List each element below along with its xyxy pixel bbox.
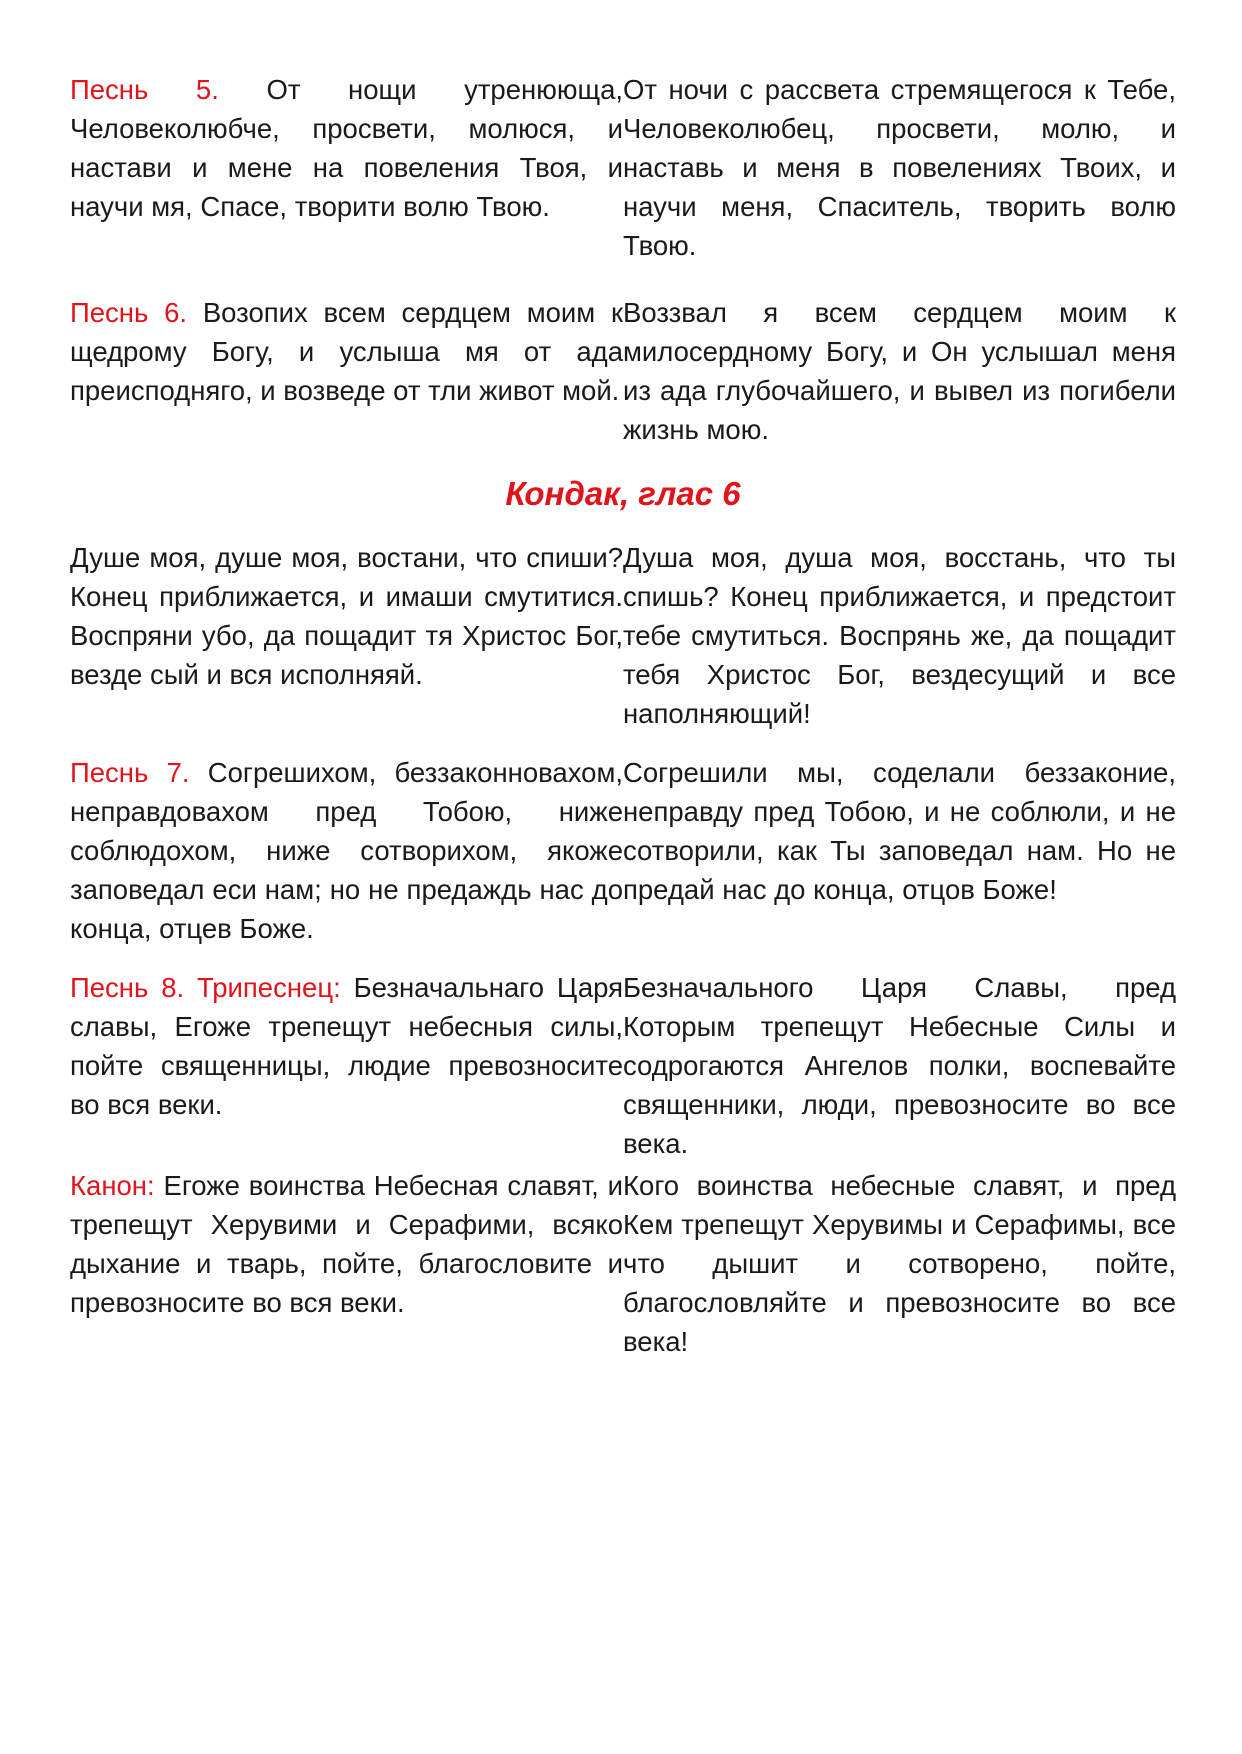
section-label: Песнь 5. <box>70 74 219 105</box>
section-text: От нощи утренююща, Человеколюбче, просвети, молюся, и настави и мене на повеления Твоя, и научи мя, Спасе, творити волю Твою. <box>70 74 624 222</box>
section-canon <box>70 1166 1176 1361</box>
section-text: Согрешихом, беззаконновахом, неправдовахом пред Тобою, ниже соблюдохом, ниже сотворихом, якоже заповедал еси нам; но не предаждь нас до конца, отцев Боже. <box>70 757 624 944</box>
section-text: Егоже воинства Небесная славят, и трепещут Херувими и Серафими, всяко дыхание и тварь, пойте, благословите и превозносите во вся веки. <box>70 1170 624 1318</box>
section-song-5 <box>70 70 1176 265</box>
russian-translation: Безначального Царя Славы, пред Которым трепещут Небесные Силы и содрогаются Ангелов полки, воспевайте священники, люди, превозносите во все века. <box>623 972 1176 1159</box>
church-slavonic-text <box>70 293 623 449</box>
church-slavonic-text <box>70 968 623 1163</box>
kontakion-heading: Кондак, глас 6 <box>505 475 741 512</box>
section-song-8 <box>70 968 1176 1163</box>
section-kontakion <box>70 538 1176 733</box>
church-slavonic-text <box>70 753 623 948</box>
section-label: Песнь 8. Трипеснец: <box>70 972 341 1003</box>
russian-translation: Согрешили мы, соделали беззаконие, неправду пред Тобою, и не соблюли, и не сотворили, как Ты заповедал нам. Но не предай нас до конца, отцов Боже! <box>623 757 1176 905</box>
section-text: Безначальнаго Царя славы, Егоже трепещут небесныя силы, пойте священницы, людие превозносите во вся веки. <box>70 972 623 1120</box>
church-slavonic-text <box>70 1166 623 1361</box>
church-slavonic-text: Душе моя, душе моя, востани, что спиши? Конец приближается, и имаши смутитися. Воспряни убо, да пощадит тя Христос Бог, везде сый и вся исполняяй. <box>70 542 623 690</box>
russian-translation: Душа моя, душа моя, восстань, что ты спишь? Конец приближается, и предстоит тебе смутиться. Воспрянь же, да пощадит тебя Христос Бог, вездесущий и все наполняющий! <box>623 542 1176 729</box>
russian-translation: От ночи с рассвета стремящегося к Тебе, Человеколюбец, просвети, молю, и наставь и меня в повелениях Твоих, и научи меня, Спаситель, творить волю Твою. <box>623 74 1176 261</box>
church-slavonic-text <box>70 70 623 265</box>
section-label: Песнь 7. <box>70 757 190 788</box>
section-song-6 <box>70 293 1176 449</box>
section-label: Канон: <box>70 1170 155 1201</box>
section-song-7 <box>70 753 1176 948</box>
russian-translation: Кого воинства небесные славят, и пред Кем трепещут Херувимы и Серафимы, все что дышит и сотворено, пойте, благословляйте и превозносите во все века! <box>623 1170 1176 1357</box>
section-label: Песнь 6. <box>70 297 188 328</box>
section-text: Возопих всем сердцем моим к щедрому Богу, и услыша мя от ада преисподняго, и возведе от тли живот мой. <box>70 297 624 406</box>
russian-translation: Воззвал я всем сердцем моим к милосердному Богу, и Он услышал меня из ада глубочайшего, и вывел из погибели жизнь мою. <box>623 297 1176 445</box>
